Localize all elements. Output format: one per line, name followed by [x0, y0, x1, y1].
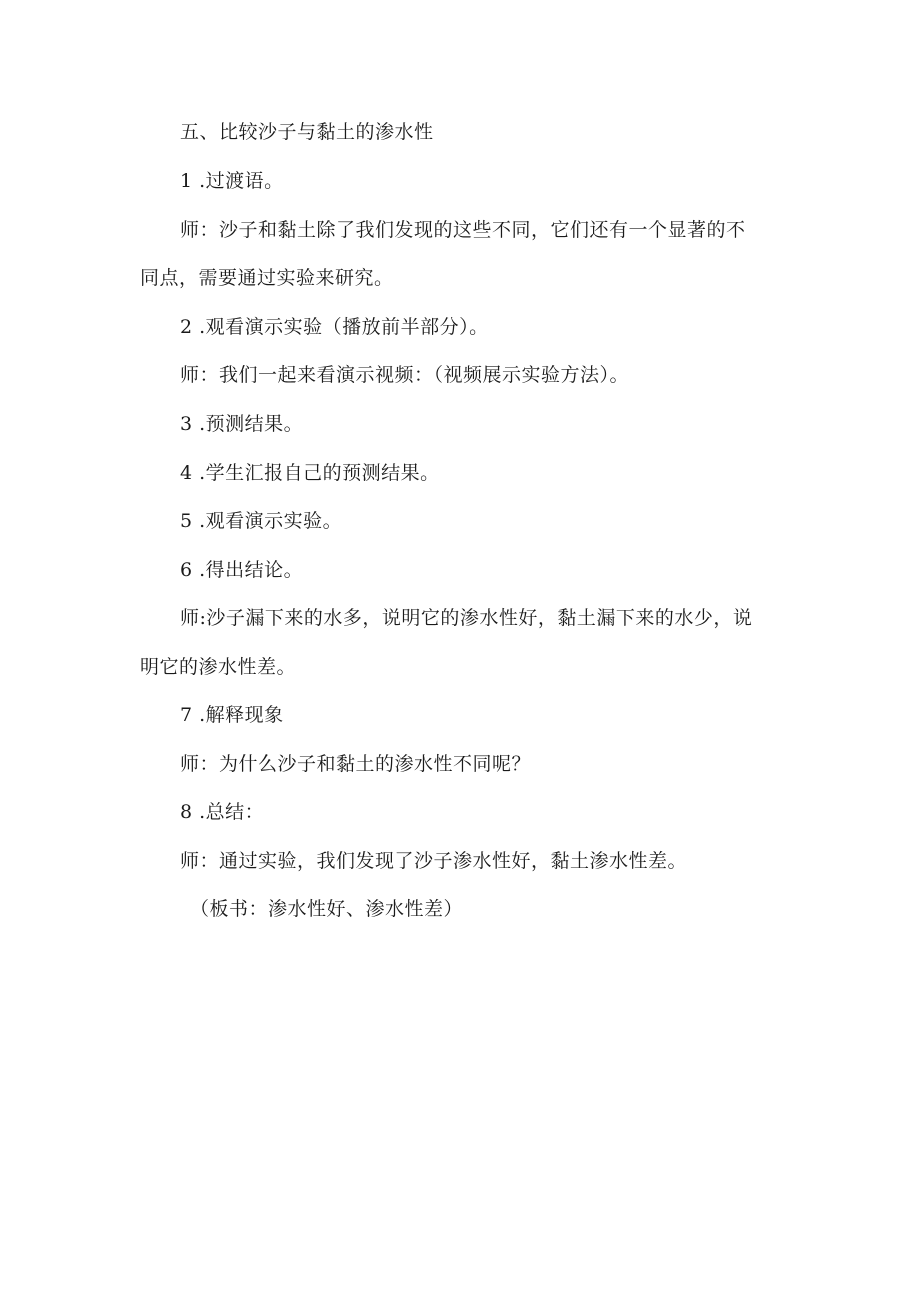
- step-7: 7 .解释现象: [180, 704, 284, 726]
- paragraph-1-line-1: 师：沙子和黏土除了我们发现的这些不同，它们还有一个显著的不: [180, 219, 746, 241]
- section-heading: 五、比较沙子与黏土的渗水性: [180, 121, 434, 143]
- board-note: （板书：渗水性好、渗水性差）: [190, 898, 464, 920]
- paragraph-3-line-2: 明它的渗水性差。: [140, 656, 297, 678]
- step-3: 3 .预测结果。: [180, 413, 304, 435]
- paragraph-3-line-1: 师:沙子漏下来的水多，说明它的渗水性好，黏土漏下来的水少，说: [180, 607, 753, 629]
- step-2: 2 .观看演示实验（播放前半部分）。: [180, 316, 489, 338]
- paragraph-2: 师：我们一起来看演示视频：（视频展示实验方法）。: [180, 364, 630, 386]
- paragraph-5: 师：通过实验，我们发现了沙子渗水性好，黏土渗水性差。: [180, 850, 688, 872]
- paragraph-4: 师：为什么沙子和黏土的渗水性不同呢？: [180, 753, 532, 775]
- step-6: 6 .得出结论。: [180, 559, 304, 581]
- step-5: 5 .观看演示实验。: [180, 510, 343, 532]
- paragraph-1-line-2: 同点，需要通过实验来研究。: [140, 267, 394, 289]
- step-1: 1 .过渡语。: [180, 170, 284, 192]
- step-4: 4 .学生汇报自己的预测结果。: [180, 462, 440, 484]
- step-8: 8 .总结：: [180, 801, 265, 823]
